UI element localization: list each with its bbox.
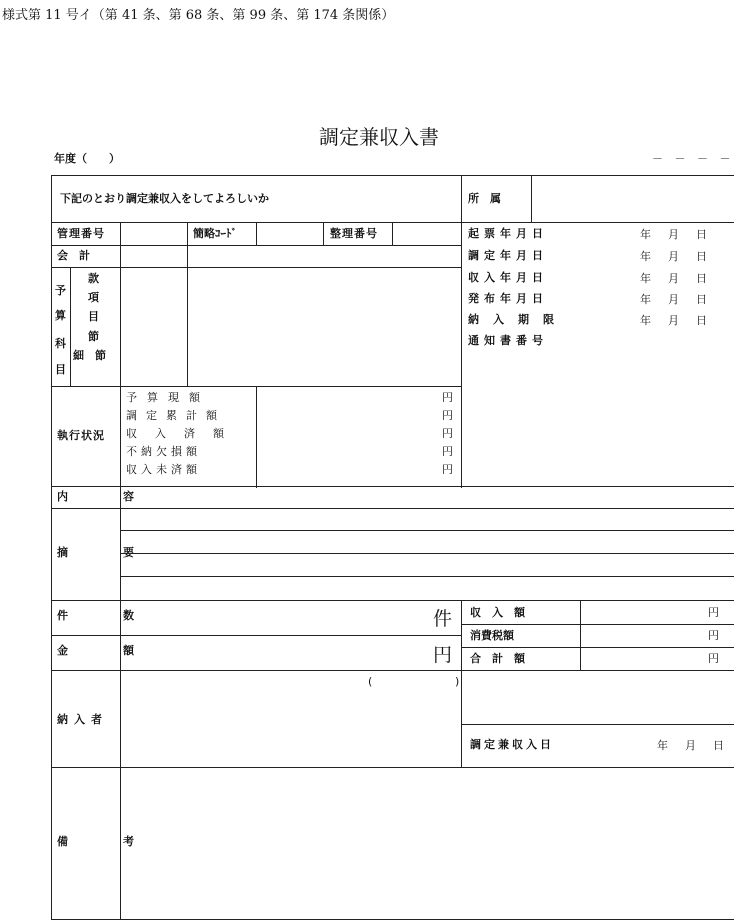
execution-item-deficit: 不納欠損額 [126,445,201,458]
count-unit: 件 [433,608,453,630]
fiscal-year: 年度（ ） [54,152,120,165]
date-label-tsuchisho: 通知書番号 [468,334,548,347]
divider [70,267,71,386]
ymd-month: 月 [685,739,696,752]
yen-unit: 円 [708,629,719,642]
ymd-day: 日 [696,293,707,306]
divider [51,635,461,636]
budget-vertical-4: 目 [55,363,66,376]
notes-label: 備 考 [57,835,156,848]
divider [461,647,734,648]
paren-open: ( [368,675,373,688]
ymd-year: 年 [640,228,651,241]
budget-item-kou: 項 [88,291,99,304]
divider [120,576,734,577]
summary-label: 摘 要 [57,546,156,559]
yen-unit: 円 [708,652,719,665]
request-text: 下記のとおり調定兼収入をしてよろしいか [60,192,269,205]
execution-status-label: 執行状況 [57,429,105,442]
ymd-day: 日 [696,250,707,263]
date-label-nonyu-kigen: 納入期限 [468,313,568,326]
divider [51,486,734,487]
ymd-year: 年 [657,739,668,752]
consumption-tax-label: 消費税額 [470,629,514,642]
reference-number-label: 整理番号 [330,227,378,240]
divider [323,222,324,245]
yen-unit: 円 [442,409,453,422]
yen-unit: 円 [442,445,453,458]
ymd-month: 月 [668,293,679,306]
income-amount-label: 収 入 額 [470,606,525,619]
form-reference: 様式第 11 号イ（第 41 条、第 68 条、第 99 条、第 174 条関係） [2,8,395,23]
divider [51,670,734,671]
department-label: 所 属 [468,192,501,205]
adjust-income-date-label: 調定兼収入日 [470,738,554,751]
divider [256,222,257,245]
short-code-label: 簡略ｺｰﾄﾞ [193,227,237,240]
document-number-mask: － － － － [652,152,734,165]
count-label: 件 数 [57,609,156,622]
divider [51,245,461,246]
execution-item-cumulative: 調定累計額 [126,409,226,422]
content-label: 内 容 [57,490,156,503]
ymd-day: 日 [696,228,707,241]
divider [120,530,734,531]
budget-item-saisetsu: 細 節 [73,349,106,362]
date-label-happu: 発布年月日 [468,292,548,305]
ymd-day: 日 [713,739,724,752]
date-label-chotei: 調定年月日 [468,249,548,262]
ymd-year: 年 [640,293,651,306]
amount-unit: 円 [433,644,453,666]
document-title: 調定兼収入書 [319,125,439,149]
ymd-month: 月 [668,314,679,327]
execution-item-received: 収入済額 [126,427,242,440]
divider [51,600,734,601]
execution-item-outstanding: 収入未済額 [126,463,201,476]
ymd-day: 日 [696,272,707,285]
divider [461,624,734,625]
divider [187,222,188,386]
ymd-month: 月 [668,250,679,263]
divider [51,508,734,509]
divider [51,267,461,268]
date-label-kihyo: 起票年月日 [468,227,548,240]
ymd-month: 月 [668,272,679,285]
budget-item-moku: 目 [88,310,99,323]
yen-unit: 円 [708,606,719,619]
ymd-month: 月 [668,228,679,241]
management-number-label: 管理番号 [57,227,105,240]
execution-item-budget: 予算現額 [126,391,210,404]
ymd-year: 年 [640,250,651,263]
budget-item-setsu: 節 [88,330,99,343]
budget-vertical-3: 科 [55,337,66,350]
ymd-year: 年 [640,314,651,327]
divider [392,222,393,245]
divider [580,600,581,670]
date-label-shunyu: 収入年月日 [468,271,548,284]
divider [461,600,462,767]
budget-item-kan: 款 [88,272,99,285]
yen-unit: 円 [442,391,453,404]
amount-label: 金 額 [57,644,156,657]
divider [461,724,734,725]
divider [120,222,121,488]
ymd-day: 日 [696,314,707,327]
paren-close: ) [455,675,460,688]
account-label: 会 計 [57,249,90,262]
divider [531,175,532,222]
divider [51,767,734,768]
total-amount-label: 合 計 額 [470,652,525,665]
budget-vertical-1: 予 [55,284,66,297]
divider [120,553,734,554]
divider [256,386,257,488]
budget-vertical-2: 算 [55,309,66,322]
yen-unit: 円 [442,427,453,440]
ymd-year: 年 [640,272,651,285]
payer-label: 納入者 [57,713,108,726]
yen-unit: 円 [442,463,453,476]
